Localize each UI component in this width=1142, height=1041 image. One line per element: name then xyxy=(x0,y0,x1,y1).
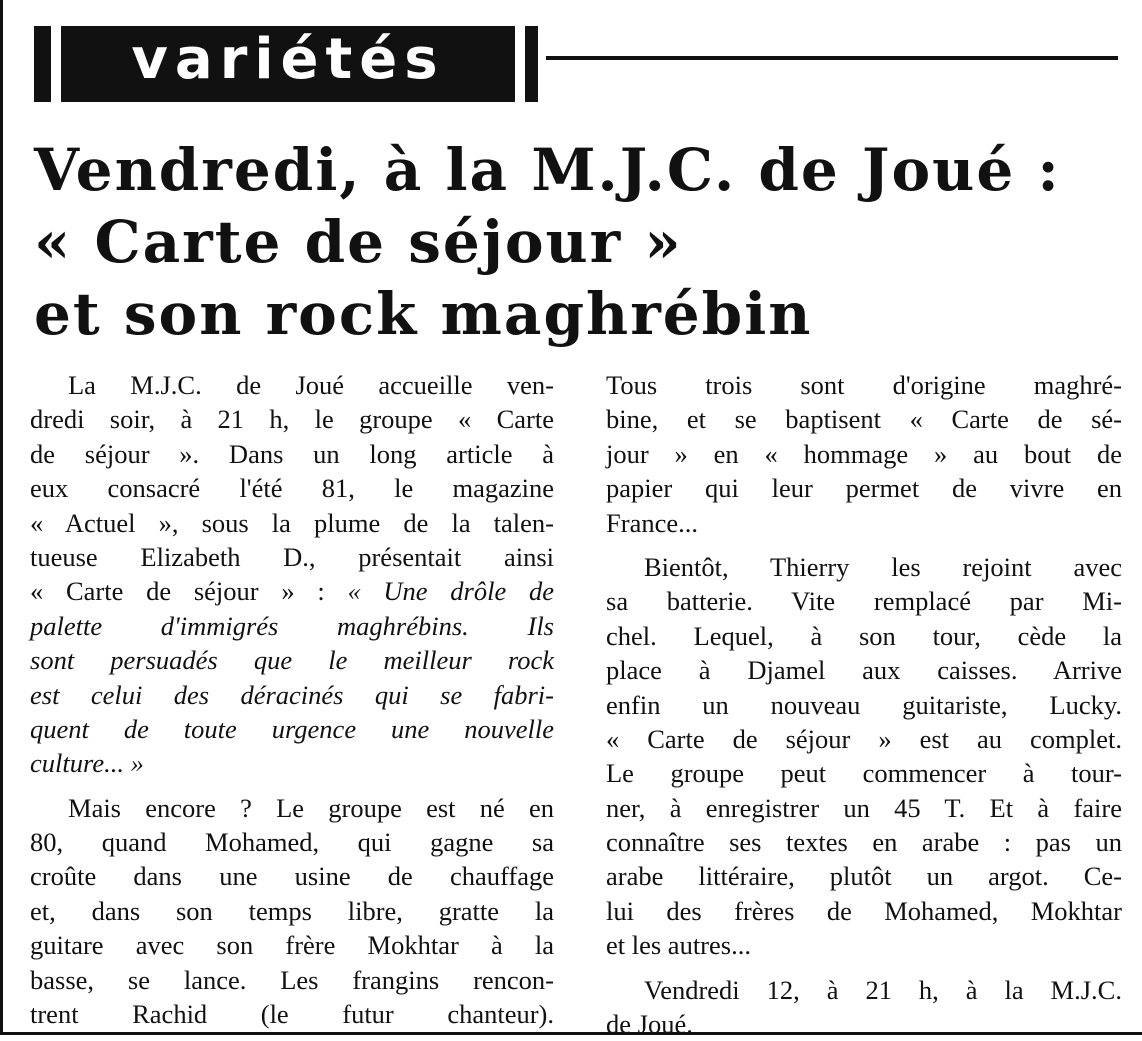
text-line: « Actuel », sous la plume de la talen- xyxy=(30,507,554,538)
rubric-label-box xyxy=(61,26,515,102)
text-line: place à Djamel aux caisses. Arrive xyxy=(606,655,1122,686)
page-border-left xyxy=(0,0,3,1035)
text-line: enfin un nouveau guitariste, Lucky. xyxy=(606,689,1122,720)
article-column-left xyxy=(30,368,554,1031)
headline xyxy=(34,134,1134,350)
quote-text: palette d'immigrés maghrébins. Ils xyxy=(30,610,554,641)
rubric-label: variétés xyxy=(131,27,445,92)
text-line: Bientôt, Thierry les rejoint avec xyxy=(644,551,1122,582)
text-line: basse, se lance. Les frangins rencon- xyxy=(30,964,554,995)
text-line: Vendredi 12, à 21 h, à la M.J.C. xyxy=(644,974,1122,1005)
text-line: de Joué. xyxy=(606,1009,693,1040)
text-line: eux consacré l'été 81, le magazine xyxy=(30,473,554,504)
quote-line xyxy=(30,712,554,746)
text-line: tueuse Elizabeth D., présentait ainsi xyxy=(30,541,554,572)
section-rubric xyxy=(34,26,538,102)
text-line: sa batterie. Vite remplacé par Mi- xyxy=(606,586,1122,617)
text-line: et, dans son temps libre, gratte la xyxy=(30,895,554,926)
article-column-right xyxy=(606,368,1122,1041)
text-line: France... xyxy=(606,507,698,538)
text-line: connaître ses textes en arabe : pas un xyxy=(606,827,1122,858)
text-line: papier qui leur permet de vivre en xyxy=(606,473,1122,504)
headline-line: « Carte de séjour » xyxy=(34,208,683,276)
quote-line xyxy=(30,678,554,712)
headline-line: et son rock maghrébin xyxy=(34,280,813,348)
quote-text: sont persuadés que le meilleur rock xyxy=(30,645,554,676)
text-line: Tous trois sont d'origine maghré- xyxy=(606,370,1122,400)
text-line: ner, à enregistrer un 45 T. Et à faire xyxy=(606,792,1122,823)
text-line-mixed xyxy=(30,574,554,608)
text-line: trent Rachid (le futur chanteur). xyxy=(30,999,554,1030)
text-line: Mais encore ? Le groupe est né en xyxy=(68,792,554,823)
text-line: dredi soir, à 21 h, le groupe « Carte xyxy=(30,404,554,435)
rubric-bar-right xyxy=(525,26,538,102)
text-line: jour » en « hommage » au bout de xyxy=(606,438,1122,469)
text-fragment: « Carte de séjour » : xyxy=(30,576,325,607)
paragraph-gap xyxy=(606,540,1122,550)
text-line: La M.J.C. de Joué accueille ven- xyxy=(68,370,554,400)
text-line: guitare avec son frère Mokhtar à la xyxy=(30,930,554,961)
text-line: et les autres... xyxy=(606,930,751,961)
headline-line: Vendredi, à la M.J.C. de Joué : xyxy=(34,136,1061,204)
text-line: chel. Lequel, à son tour, cède la xyxy=(606,620,1122,651)
quote-text: culture... » xyxy=(30,748,144,779)
text-line: 80, quand Mohamed, qui gagne sa xyxy=(30,827,554,858)
text-line: arabe littéraire, plutôt un argot. Ce- xyxy=(606,861,1122,892)
paragraph-gap xyxy=(606,963,1122,973)
text-line: lui des frères de Mohamed, Mokhtar xyxy=(606,895,1122,926)
quote-fragment: « Une drôle de xyxy=(347,576,554,607)
text-line: croûte dans une usine de chauffage xyxy=(30,861,554,892)
quote-text: est celui des déracinés qui se fabri- xyxy=(30,679,554,710)
rubric-bar-left xyxy=(34,26,51,102)
quote-text: quent de toute urgence une nouvelle xyxy=(30,713,554,744)
text-line: Le groupe peut commencer à tour- xyxy=(606,758,1122,789)
quote-line xyxy=(30,746,554,780)
text-line: « Carte de séjour » est au complet. xyxy=(606,723,1122,754)
quote-line xyxy=(30,609,554,643)
text-line: de séjour ». Dans un long article à xyxy=(30,438,554,469)
text-line: bine, et se baptisent « Carte de sé- xyxy=(606,404,1122,435)
quote-line xyxy=(30,643,554,677)
paragraph-gap xyxy=(30,781,554,791)
rubric-rule xyxy=(546,56,1118,60)
